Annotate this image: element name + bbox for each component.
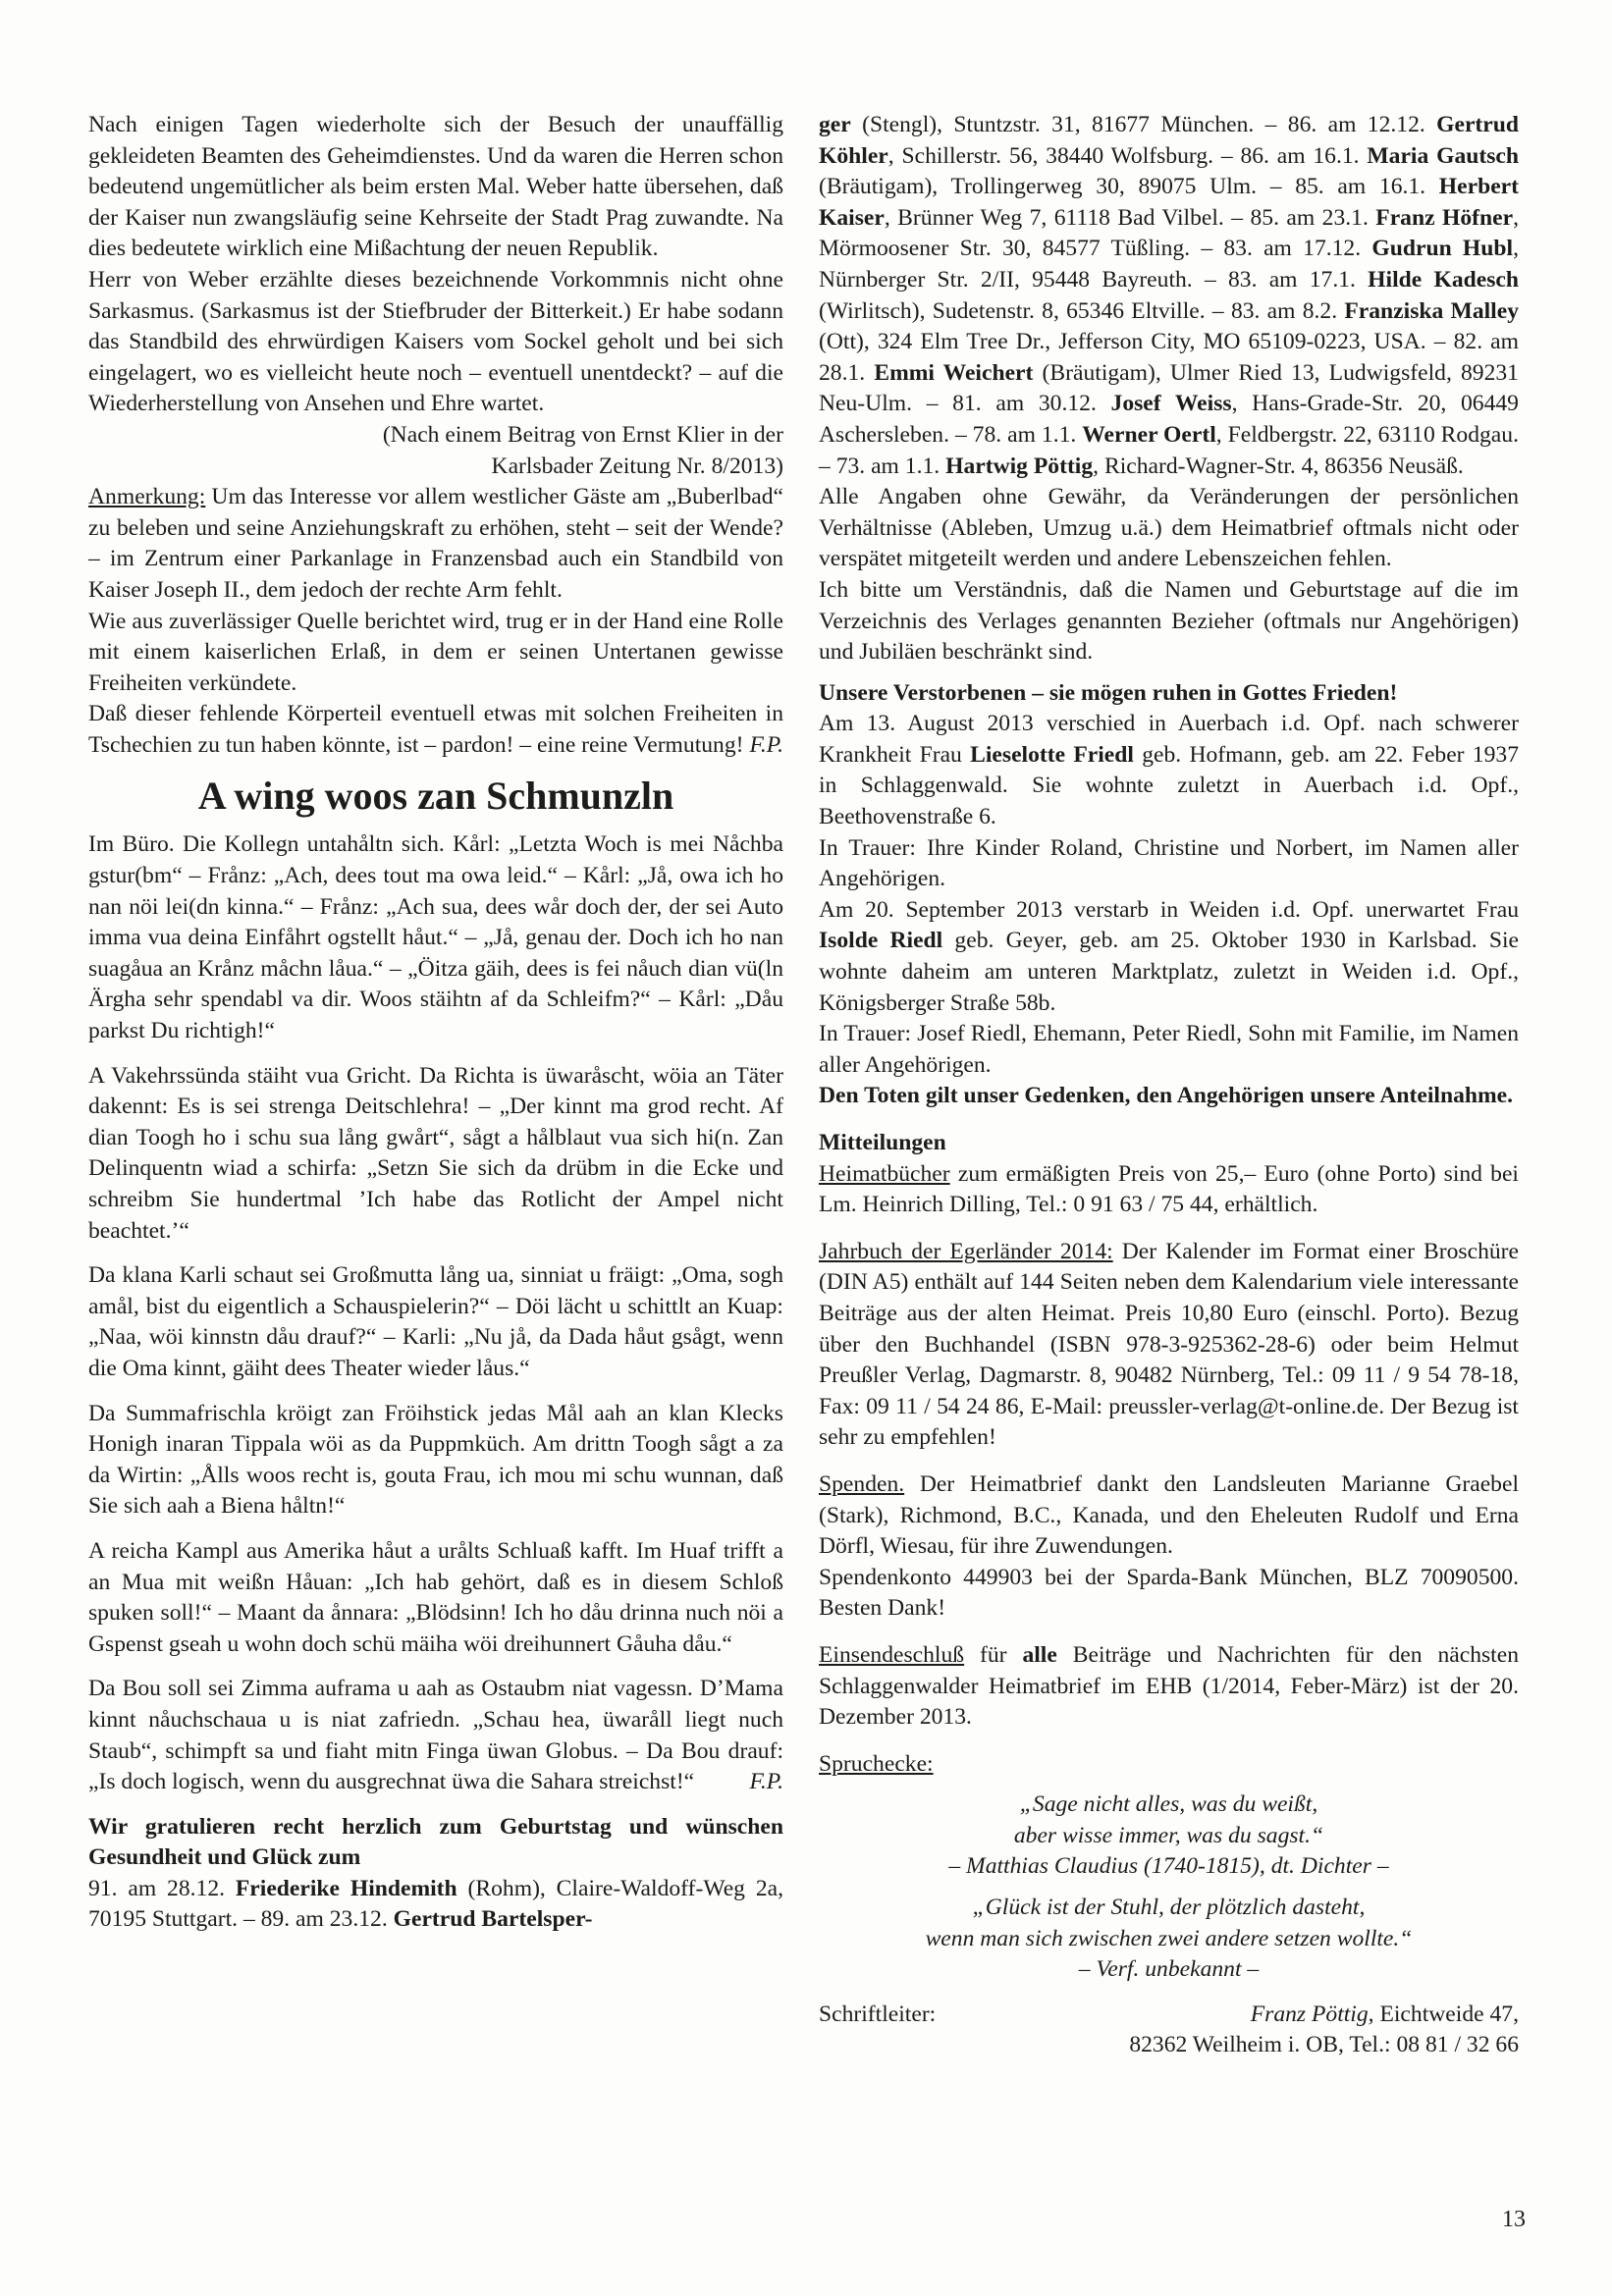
quote-block: [819, 1893, 1519, 1986]
notice-label: Jahrbuch der Egerländer 2014:: [819, 1238, 1113, 1264]
page-number: 13: [1502, 2207, 1526, 2232]
birthday-name: Gertrud Bartelsper-: [393, 1906, 593, 1933]
quote-line: aber wisse immer, was du sagst.“: [1013, 1822, 1324, 1848]
article-note: [88, 482, 783, 606]
birthday-text: , Feldbergstr. 22, 63110 Rodgau. – 73. am 1.1.: [819, 421, 1519, 479]
birthday-name: Gertrud Köhler: [819, 112, 1519, 169]
article-source: (Nach einem Beitrag von Ernst Klier in der Karlsbader Zeitung Nr. 8/2013): [382, 421, 783, 479]
disclaimer: Alle Angaben ohne Gewähr, da Veränderungen der persönlichen Verhältnisse (Ableben, Umzug u.ä.) dem Heimatbrief oftmals nicht oder verspätet mitgeteilt werden und andere Lebenszeichen fehlen.: [819, 484, 1519, 572]
understanding-note: Ich bitte um Verständnis, daß die Namen und Geburtstage auf die im Verzeichnis des Verlages genannten Bezieher (oftmals nur Angehörigen) und Jubiläen beschränkt sind.: [819, 576, 1519, 666]
birthday-name: Werner Oertl: [1082, 421, 1216, 448]
joke-paragraph: Im Büro. Die Kollegn untahåltn sich. Kårl: „Letzta Woch is mei Nåchba gstur(bm“ – Frånz: „Ach, dees tout ma owa leid.“ – Kårl: „Jå, owa ich ho nan nöi lei(dn kinna.“ – Frånz: „Ach sua, dees wår doch der, der sei Auto imma vua deina Einfåhrt ogstellt håut.“ – „Jå, genau der. Doch ich ho nan suagåua an Krånz måchn låua.“ – „Öitza gäih, dees is fei nåuch dian vü(ln Ärgha sehr spendabl va dir. Woos stäihtn af da Schleifm?“ – Kårl: „Dåu parkst Du richtigh!“: [88, 831, 783, 1044]
notice-deadline: [819, 1640, 1519, 1734]
quote-attribution: – Matthias Claudius (1740-1815), dt. Dichter –: [948, 1853, 1389, 1880]
birthday-name: Gudrun Hubl: [1371, 236, 1514, 262]
notice-label: Einsendeschluß: [819, 1641, 965, 1668]
birthday-list: [88, 1874, 783, 1936]
obituary: [819, 709, 1519, 832]
joke-paragraph: Da Summafrischla kröigt zan Fröihstick jedas Mål aah an klan Klecks Honigh inaran Tippala wöi as da Puppmküch. Am drittn Toogh sågt a za da Wirtin: „Ålls woos recht is, gouta Frau, ich mou mi schu wunnan, daß Sie sich aah a Biena håltn!“: [88, 1400, 783, 1520]
paragraph-text: Da Bou soll sei Zimma auframa u aah as Ostaubm niat vagessn. D’Mama kinnt nåuchschaua u is niat zafriedn. „Schau hea, üwaråll liegt nuch Staub“, schimpft sa und fiaht mitn Finga üwan Globus. – Da Bou drauf: „Is doch logisch, wenn du ausgrechnat üwa die Sahara streichst!“: [88, 1676, 783, 1795]
obituary-text: geb. Geyer, geb. am 25. Oktober 1930 in Karlsbad. Sie wohnte daheim am unteren Marktplatz, zuletzt in Weiden i.d. Opf., Königsberger Straße 58b.: [819, 928, 1520, 1016]
birthday-list-continued: [819, 110, 1519, 482]
author-initials: F.P.: [749, 1769, 783, 1795]
birthday-name: Emmi Weichert: [874, 359, 1034, 386]
quote-line: wenn man sich zwischen zwei andere setzen wollte.“: [925, 1925, 1413, 1951]
notices-heading: Mitteilungen: [819, 1130, 946, 1155]
obituary-name: Isolde Riedl: [819, 928, 943, 954]
birthday-name: ger: [819, 112, 851, 137]
notice-label: Spenden.: [819, 1470, 905, 1497]
condolence: Den Toten gilt unser Gedenken, den Angehörigen unsere Anteilnahme.: [819, 1083, 1514, 1109]
birthday-text: (Wirlitsch), Sudetenstr. 8, 65346 Eltville. – 83. am 8.2.: [819, 297, 1345, 324]
birthday-name: Maria Gautsch: [1367, 142, 1519, 169]
birthday-text: , Brünner Weg 7, 61118 Bad Vilbel. – 85. am 23.1.: [884, 204, 1376, 231]
notice-text: zum ermäßigten Preis von 25,– Euro (ohne Porto) sind bei Lm. Heinrich Dilling, Tel.: 0 91 63 / 75 44, erhältlich.: [819, 1160, 1519, 1218]
quote-attribution: – Verf. unbekannt –: [1078, 1956, 1260, 1983]
joke-paragraph: A Vakehrssünda stäiht vua Gricht. Da Richta is üwaråscht, wöia an Täter dakennt: Es is sei strenga Deitschlehra! – „Der kinnt ma grod recht. Af dian Toogh ho i schu sua lång gwårt“, sågt a hålblaut vua sich hi(n. Zan Delinquentn wiad a schirfa: „Setzn Sie sich da drübm in die Ecke und schreibm Sie hundertmal ’Ich habe das Rotlicht der Ampel nicht beachtet.’“: [88, 1062, 783, 1244]
obituary: [819, 895, 1519, 1019]
quote-line: „Glück ist der Stuhl, der plötzlich dasteht,: [972, 1895, 1366, 1921]
dialect-jokes: [88, 829, 783, 1797]
joke-paragraph: A reicha Kampl aus Amerika håut a urålts Schluaß kafft. Im Huaf trifft a an Mua mit weißn Håuan: „Ich hab gehört, daß es in diesem Schloß spuken soll!“ – Maant da ånnara: „Blödsinn! Ich ho dåu drinna nuch nöi a Gspenst gseah u wohn doch schü mäiha wöi dreihunnert Gåuha dåu.“: [88, 1537, 783, 1657]
birthday-name: Franziska Malley: [1344, 297, 1519, 324]
editor-label: Schriftleiter:: [819, 2001, 937, 2027]
notice-heimatbuecher: [819, 1159, 1519, 1221]
notice-text: Der Kalender im Format einer Broschüre (DIN A5) enthält auf 144 Seiten neben dem Kalendarium viele interessante Beiträge aus der alten Heimat. Preis 10,80 Euro (einschl. Porto). Bezug über den Buchhandel (ISBN 978-3-925362-28-6) oder beim Helmut Preußler Verlag, Dagmarstr. 8, 90482 Nürnberg, Tel.: 09 11 / 9 54 78-18, Fax: 09 11 / 54 24 86, E-Mail: preussler-verlag@t-online.de. Der Bezug ist sehr zu empfehlen!: [819, 1238, 1519, 1451]
editor-city: 82362 Weilheim i. OB, Tel.: 08 81 / 32 66: [1129, 2032, 1519, 2058]
left-column: [88, 110, 783, 1936]
notice-label: Heimatbücher: [819, 1160, 950, 1187]
paragraph-text: Daß dieser fehlende Körperteil eventuell etwas mit solchen Freiheiten in Tschechien zu tun haben könnte, ist – pardon! – eine reine Vermutung!: [88, 701, 783, 758]
congrats-heading: Wir gratulieren recht herzlich zum Geburtstag und wünschen Gesundheit und Glück zum: [88, 1813, 783, 1871]
birthday-text: (Bräutigam), Ulmer Ried 13, Ludwigsfeld, 89231 Neu-Ulm. – 81. am 30.12.: [819, 359, 1519, 417]
editor-info: [819, 2000, 1519, 2031]
editor-address: [1251, 2000, 1519, 2031]
mourners: In Trauer: Josef Riedl, Ehemann, Peter Riedl, Sohn mit Familie, im Namen aller Angehörigen.: [819, 1021, 1519, 1078]
notice-text: Beiträge und Nachrichten für den nächsten Schlaggenwalder Heimatbrief im EHB (1/2014, Feber-März) ist der 20. Dezember 2013.: [819, 1641, 1520, 1731]
birthday-text: (Ott), 324 Elm Tree Dr., Jefferson City, MO 65109-0223, USA. – 82. am 28.1.: [819, 329, 1519, 386]
editor-street: , Eichtweide 47,: [1368, 2001, 1519, 2027]
birthday-text: (Rohm), Claire-Waldoff-Weg 2a, 70195 Stuttgart. – 89. am 23.12.: [88, 1875, 783, 1933]
sayings-heading: Spruchecke:: [819, 1750, 934, 1777]
birthday-text: , Nürnberger Str. 2/II, 95448 Bayreuth. – 83. am 17.1.: [819, 236, 1519, 293]
obituary-text: Am 13. August 2013 verschied in Auerbach i.d. Opf. nach schwerer Krankheit Frau: [819, 711, 1519, 768]
mourners: In Trauer: Ihre Kinder Roland, Christine und Norbert, im Namen aller Angehörigen.: [819, 834, 1519, 892]
joke-paragraph: [88, 1674, 783, 1797]
notice-emphasis: alle: [1022, 1641, 1057, 1668]
birthday-text: 91. am 28.12.: [88, 1875, 236, 1901]
birthday-text: , Schillerstr. 56, 38440 Wolfsburg. – 86. am 16.1.: [887, 142, 1368, 169]
joke-paragraph: Da klana Karli schaut sei Großmutta lång ua, sinniat u fräigt: „Oma, sogh amål, bist du eigentlich a Schauspielerin?“ – Döi lächt u schittlt an Kuap: „Naa, wöi kinnstn dåu drauf?“ – Karli: „Nu jå, da Dada håut gsågt, wenn die Oma kinnt, gäiht dees Theater wieder låus.“: [88, 1262, 783, 1381]
birthday-text: , Richard-Wagner-Str. 4, 86356 Neusäß.: [1093, 453, 1464, 479]
quote-block: [819, 1789, 1519, 1883]
birthday-text: (Bräutigam), Trollingerweg 30, 89075 Ulm. – 85. am 16.1.: [819, 174, 1439, 200]
quote-line: „Sage nicht alles, was du weißt,: [1019, 1791, 1318, 1818]
notice-text: für: [964, 1641, 1023, 1668]
birthday-name: Franz Höfner: [1375, 204, 1514, 231]
birthday-text: (Stengl), Stuntzstr. 31, 81677 München. – 86. am 12.12.: [850, 112, 1437, 137]
article-paragraph: [88, 699, 783, 761]
article-paragraph: Herr von Weber erzählte dieses bezeichnende Vorkommnis nicht ohne Sarkasmus. (Sarkasmus ist der Stiefbruder der Bitterkeit.) Er habe sodann das Standbild des ehrwürdigen Kaisers vom Sockel geholt und bei sich eingelagert, wo es vielleicht heute noch – eventuell unentdeckt? – auf die Wiederherstellung von Ansehen und Ehre wartet.: [88, 266, 783, 417]
note-text: Um das Interesse vor allem westlicher Gäste am „Buberlbad“ zu beleben und seine Anziehungskraft zu erhöhen, steht – seit der Wende? – im Zentrum einer Parkanlage in Franzensbad auch ein Standbild von Kaiser Joseph II., dem jedoch der rechte Arm fehlt.: [88, 484, 783, 603]
note-label: Anmerkung:: [88, 484, 206, 510]
article-paragraph: Nach einigen Tagen wiederholte sich der Besuch der unauffällig gekleideten Beamten des Geheimdienstes. Und da waren die Herren schon bedeutend ungemütlicher als beim ersten Mal. Weber hatte übersehen, daß der Kaiser nun zwangsläufig seine Kehrseite der Stadt Prag zuwandte. Na dies bedeutete wirklich eine Mißachtung der neuen Republik.: [88, 112, 783, 262]
section-heading: A wing woos zan Schmunzln: [197, 774, 674, 819]
birthday-text: , Mörmoosener Str. 30, 84577 Tüßling. – 83. am 17.12.: [819, 204, 1519, 262]
obituary-text: geb. Hofmann, geb. am 22. Feber 1937 in Schlaggenwald. Sie wohnte zuletzt in Auerbach i.d. Opf., Beethovenstraße 6.: [819, 741, 1519, 830]
deceased-heading: Unsere Verstorbenen – sie mögen ruhen in Gottes Frieden!: [819, 679, 1398, 706]
donation-account: Spendenkonto 449903 bei der Sparda-Bank München, BLZ 70090500. Besten Dank!: [819, 1564, 1519, 1622]
right-column: [819, 110, 1519, 2061]
article-paragraph: Wie aus zuverlässiger Quelle berichtet wird, trug er in der Hand eine Rolle mit einem kaiserlichen Erlaß, in dem er seinen Untertanen gewisse Freiheiten verkündete.: [88, 608, 783, 696]
birthday-text: , Hans-Grade-Str. 20, 06449 Aschersleben. – 78. am 1.1.: [819, 391, 1519, 448]
editor-name: Franz Pöttig: [1250, 2001, 1369, 2027]
obituary-name: Lieselotte Friedl: [970, 741, 1134, 768]
author-initials: F.P.: [749, 731, 783, 758]
birthday-name: Herbert Kaiser: [819, 174, 1519, 231]
notice-jahrbuch: [819, 1237, 1519, 1454]
birthday-name: Hartwig Pöttig: [945, 453, 1094, 479]
birthday-name: Friederike Hindemith: [235, 1875, 457, 1901]
notice-spenden: [819, 1469, 1519, 1563]
birthday-name: Hilde Kadesch: [1368, 266, 1519, 293]
notice-text: Der Heimatbrief dankt den Landsleuten Marianne Graebel (Stark), Richmond, B.C., Kanada, und den Eheleuten Rudolf und Erna Dörfl, Wiesau, für ihre Zuwendungen.: [819, 1470, 1519, 1560]
obituary-text: Am 20. September 2013 verstarb in Weiden i.d. Opf. unerwartet Frau: [819, 896, 1519, 923]
birthday-name: Josef Weiss: [1110, 391, 1232, 417]
